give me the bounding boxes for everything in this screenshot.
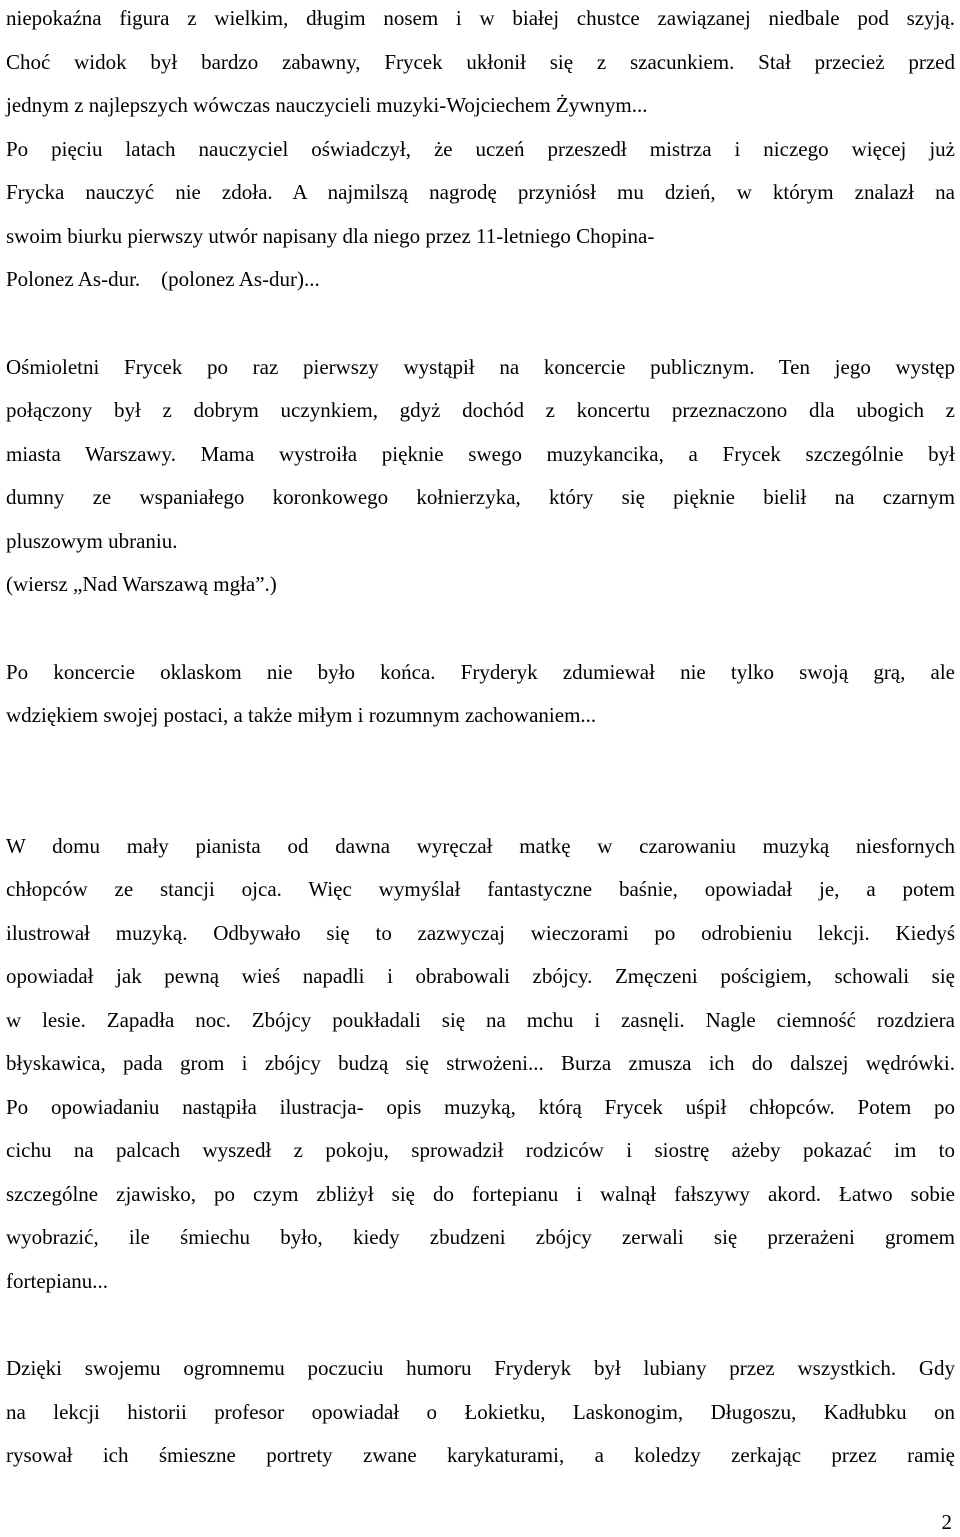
text-line: połączony był z dobrym uczynkiem, gdyż dochód z koncertu przeznaczono dla ubogich z [6, 398, 955, 422]
text-line: na lekcji historii profesor opowiadał o Łokietku, Laskonogim, Długoszu, Kadłubku on [6, 1399, 955, 1424]
text-line: Choć widok był bardzo zabawny, Frycek ukłonił się z szacunkiem. Stał przecież przed [6, 49, 955, 74]
text-line: W domu mały pianista od dawna wyręczał matkę w czarowaniu muzyką niesfornych [6, 833, 955, 858]
document-page [6, 0, 955, 1478]
text-line: Frycka nauczyć nie zdoła. A najmilszą nagrodę przyniósł mu dzień, w którym znalazł na [6, 180, 955, 204]
paragraph-5 [6, 1347, 955, 1478]
paragraph-spacer [6, 1303, 955, 1347]
paragraph-2 [6, 346, 955, 607]
text-line: rysował ich śmieszne portrety zwane karykaturami, a koledzy zerkając przez ramię [6, 1443, 955, 1467]
text-line: wyobrazić, ile śmiechu było, kiedy zbudzeni zbójcy zerwali się przerażeni gromem [6, 1225, 955, 1249]
text-line: błyskawica, pada grom i zbójcy budzą się strwożeni... Burza zmusza ich do dalszej wędrówki. [6, 1051, 955, 1075]
text-line: w lesie. Zapadła noc. Zbójcy poukładali się na mchu i zasnęli. Nagle ciemność rozdziera [6, 1007, 955, 1032]
text-line: (wiersz „Nad Warszawą mgła”.) [6, 572, 277, 596]
text-line: pluszowym ubraniu. [6, 528, 178, 553]
text-line: Polonez As-dur. (polonez As-dur)... [6, 267, 320, 291]
text-line: Po pięciu latach nauczyciel oświadczył, że uczeń przeszedł mistrza i niczego więcej już [6, 136, 955, 161]
text-line: niepokaźna figura z wielkim, długim nosem i w białej chustce zawiązanej niedbale pod szyją. [6, 6, 955, 30]
page-number: 2 [941, 1510, 952, 1534]
text-line: Ośmioletni Frycek po raz pierwszy wystąpił na koncercie publicznym. Ten jego występ [6, 354, 955, 379]
text-line: opowiadał jak pewną wieś napadli i obrabowali zbójcy. Zmęczeni pościgiem, schowali się [6, 964, 955, 988]
paragraph-spacer [6, 738, 955, 825]
text-line: ilustrował muzyką. Odbywało się to zazwyczaj wieczorami po odrobieniu lekcji. Kiedyś [6, 920, 955, 945]
paragraph-spacer [6, 302, 955, 346]
text-line: wdziękiem swojej postaci, a także miłym i rozumnym zachowaniem... [6, 703, 597, 727]
text-line: jednym z najlepszych wówczas nauczycieli muzyki-Wojciechem Żywnym... [6, 93, 648, 117]
text-line: Po koncercie oklaskom nie było końca. Fryderyk zdumiewał nie tylko swoją grą, ale [6, 659, 955, 684]
text-line: szczególne zjawisko, po czym zbliżył się do fortepianu i walnął fałszywy akord. Łatwo sobie [6, 1181, 955, 1206]
text-line: dumny ze wspaniałego koronkowego kołnierzyka, który się pięknie bielił na czarnym [6, 485, 955, 509]
text-line: swoim biurku pierwszy utwór napisany dla niego przez 11-letniego Chopina- [6, 223, 655, 248]
paragraph-4 [6, 825, 955, 1304]
text-line: miasta Warszawy. Mama wystroiła pięknie swego muzykancika, a Frycek szczególnie był [6, 441, 955, 466]
text-line: chłopców ze stancji ojca. Więc wymyślał fantastyczne baśnie, opowiadał je, a potem [6, 877, 955, 901]
paragraph-3 [6, 651, 955, 738]
text-line: Po opowiadaniu nastąpiła ilustracja- opis muzyką, którą Frycek uśpił chłopców. Potem po [6, 1094, 955, 1119]
paragraph-spacer [6, 607, 955, 651]
text-line: cichu na palcach wyszedł z pokoju, sprowadził rodziców i siostrę ażeby pokazać im to [6, 1138, 955, 1162]
text-line: Dzięki swojemu ogromnemu poczuciu humoru Fryderyk był lubiany przez wszystkich. Gdy [6, 1356, 955, 1380]
paragraph-1 [6, 0, 955, 302]
text-line: fortepianu... [6, 1268, 109, 1293]
